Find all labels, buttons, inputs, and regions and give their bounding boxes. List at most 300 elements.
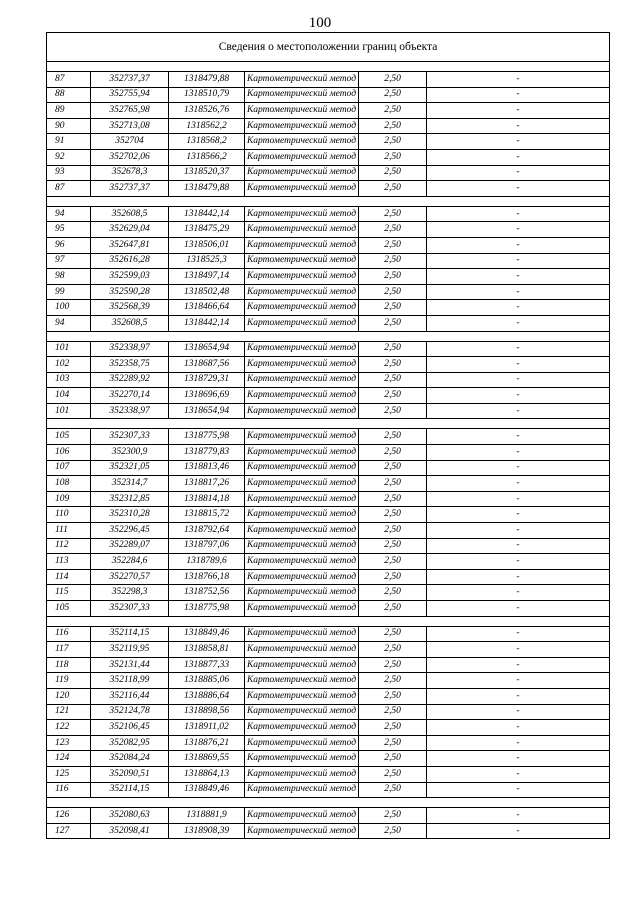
y-coordinate-cell: 1318792,64 xyxy=(169,523,245,539)
y-coordinate-cell: 1318817,26 xyxy=(169,476,245,492)
method-cell: Картометрический метод xyxy=(245,300,359,316)
description-cell: - xyxy=(427,704,610,720)
accuracy-cell: 2,50 xyxy=(359,808,427,824)
description-cell: - xyxy=(427,523,610,539)
x-coordinate-cell: 352358,75 xyxy=(91,357,169,373)
x-coordinate-cell: 352289,92 xyxy=(91,372,169,388)
point-number-cell: 122 xyxy=(47,720,91,736)
accuracy-cell: 2,50 xyxy=(359,720,427,736)
x-coordinate-cell: 352314,7 xyxy=(91,476,169,492)
description-cell: - xyxy=(427,165,610,181)
method-cell: Картометрический метод xyxy=(245,429,359,445)
point-number-cell: 102 xyxy=(47,357,91,373)
accuracy-cell: 2,50 xyxy=(359,601,427,617)
description-cell: - xyxy=(427,445,610,461)
description-cell: - xyxy=(427,585,610,601)
table-title: Сведения о местоположении границ объекта xyxy=(47,33,610,62)
table-row xyxy=(47,429,610,445)
point-number-cell: 101 xyxy=(47,403,91,419)
x-coordinate-cell: 352704 xyxy=(91,134,169,150)
table-row xyxy=(47,300,610,316)
method-cell: Картометрический метод xyxy=(245,388,359,404)
table-row xyxy=(47,585,610,601)
method-cell: Картометрический метод xyxy=(245,782,359,798)
y-coordinate-cell: 1318775,98 xyxy=(169,601,245,617)
group-separator xyxy=(47,331,610,341)
x-coordinate-cell: 352118,99 xyxy=(91,673,169,689)
group-separator xyxy=(47,62,610,72)
y-coordinate-cell: 1318687,56 xyxy=(169,357,245,373)
y-coordinate-cell: 1318849,46 xyxy=(169,626,245,642)
table-row xyxy=(47,445,610,461)
y-coordinate-cell: 1318566,2 xyxy=(169,149,245,165)
point-number-cell: 87 xyxy=(47,72,91,88)
accuracy-cell: 2,50 xyxy=(359,341,427,357)
description-cell: - xyxy=(427,237,610,253)
method-cell: Картометрический метод xyxy=(245,601,359,617)
point-number-cell: 98 xyxy=(47,269,91,285)
method-cell: Картометрический метод xyxy=(245,751,359,767)
accuracy-cell: 2,50 xyxy=(359,688,427,704)
method-cell: Картометрический метод xyxy=(245,253,359,269)
x-coordinate-cell: 352131,44 xyxy=(91,657,169,673)
x-coordinate-cell: 352270,14 xyxy=(91,388,169,404)
y-coordinate-cell: 1318497,14 xyxy=(169,269,245,285)
point-number-cell: 104 xyxy=(47,388,91,404)
point-number-cell: 117 xyxy=(47,642,91,658)
accuracy-cell: 2,50 xyxy=(359,72,427,88)
table-row xyxy=(47,87,610,103)
point-number-cell: 106 xyxy=(47,445,91,461)
description-cell: - xyxy=(427,149,610,165)
method-cell: Картометрический метод xyxy=(245,735,359,751)
separator-cell xyxy=(47,62,610,72)
y-coordinate-cell: 1318813,46 xyxy=(169,460,245,476)
description-cell: - xyxy=(427,538,610,554)
point-number-cell: 87 xyxy=(47,181,91,197)
y-coordinate-cell: 1318849,46 xyxy=(169,782,245,798)
y-coordinate-cell: 1318911,02 xyxy=(169,720,245,736)
point-number-cell: 90 xyxy=(47,118,91,134)
x-coordinate-cell: 352338,97 xyxy=(91,341,169,357)
point-number-cell: 93 xyxy=(47,165,91,181)
x-coordinate-cell: 352678,3 xyxy=(91,165,169,181)
description-cell: - xyxy=(427,103,610,119)
y-coordinate-cell: 1318696,69 xyxy=(169,388,245,404)
point-number-cell: 91 xyxy=(47,134,91,150)
accuracy-cell: 2,50 xyxy=(359,357,427,373)
accuracy-cell: 2,50 xyxy=(359,315,427,331)
y-coordinate-cell: 1318442,14 xyxy=(169,206,245,222)
table-row xyxy=(47,491,610,507)
description-cell: - xyxy=(427,673,610,689)
table-row xyxy=(47,315,610,331)
point-number-cell: 118 xyxy=(47,657,91,673)
table-row xyxy=(47,253,610,269)
accuracy-cell: 2,50 xyxy=(359,657,427,673)
x-coordinate-cell: 352755,94 xyxy=(91,87,169,103)
y-coordinate-cell: 1318654,94 xyxy=(169,403,245,419)
table-row xyxy=(47,181,610,197)
method-cell: Картометрический метод xyxy=(245,720,359,736)
method-cell: Картометрический метод xyxy=(245,341,359,357)
x-coordinate-cell: 352307,33 xyxy=(91,429,169,445)
description-cell: - xyxy=(427,315,610,331)
description-cell: - xyxy=(427,507,610,523)
accuracy-cell: 2,50 xyxy=(359,403,427,419)
accuracy-cell: 2,50 xyxy=(359,538,427,554)
table-row xyxy=(47,766,610,782)
point-number-cell: 125 xyxy=(47,766,91,782)
method-cell: Картометрический метод xyxy=(245,585,359,601)
table-row xyxy=(47,341,610,357)
description-cell: - xyxy=(427,460,610,476)
accuracy-cell: 2,50 xyxy=(359,165,427,181)
y-coordinate-cell: 1318479,88 xyxy=(169,181,245,197)
x-coordinate-cell: 352647,81 xyxy=(91,237,169,253)
point-number-cell: 105 xyxy=(47,429,91,445)
point-number-cell: 116 xyxy=(47,626,91,642)
accuracy-cell: 2,50 xyxy=(359,206,427,222)
x-coordinate-cell: 352296,45 xyxy=(91,523,169,539)
point-number-cell: 119 xyxy=(47,673,91,689)
point-number-cell: 92 xyxy=(47,149,91,165)
table-row xyxy=(47,751,610,767)
point-number-cell: 108 xyxy=(47,476,91,492)
y-coordinate-cell: 1318466,64 xyxy=(169,300,245,316)
y-coordinate-cell: 1318779,83 xyxy=(169,445,245,461)
table-row xyxy=(47,357,610,373)
y-coordinate-cell: 1318729,31 xyxy=(169,372,245,388)
table-row xyxy=(47,704,610,720)
x-coordinate-cell: 352590,28 xyxy=(91,284,169,300)
method-cell: Картометрический метод xyxy=(245,538,359,554)
method-cell: Картометрический метод xyxy=(245,704,359,720)
description-cell: - xyxy=(427,388,610,404)
x-coordinate-cell: 352289,07 xyxy=(91,538,169,554)
accuracy-cell: 2,50 xyxy=(359,523,427,539)
description-cell: - xyxy=(427,476,610,492)
description-cell: - xyxy=(427,554,610,570)
description-cell: - xyxy=(427,569,610,585)
point-number-cell: 105 xyxy=(47,601,91,617)
accuracy-cell: 2,50 xyxy=(359,149,427,165)
y-coordinate-cell: 1318502,48 xyxy=(169,284,245,300)
description-cell: - xyxy=(427,300,610,316)
accuracy-cell: 2,50 xyxy=(359,704,427,720)
point-number-cell: 89 xyxy=(47,103,91,119)
table-row xyxy=(47,403,610,419)
accuracy-cell: 2,50 xyxy=(359,118,427,134)
y-coordinate-cell: 1318520,37 xyxy=(169,165,245,181)
x-coordinate-cell: 352084,24 xyxy=(91,751,169,767)
accuracy-cell: 2,50 xyxy=(359,766,427,782)
description-cell: - xyxy=(427,403,610,419)
method-cell: Картометрический метод xyxy=(245,445,359,461)
point-number-cell: 112 xyxy=(47,538,91,554)
point-number-cell: 115 xyxy=(47,585,91,601)
method-cell: Картометрический метод xyxy=(245,491,359,507)
description-cell: - xyxy=(427,626,610,642)
y-coordinate-cell: 1318562,2 xyxy=(169,118,245,134)
x-coordinate-cell: 352082,95 xyxy=(91,735,169,751)
method-cell: Картометрический метод xyxy=(245,134,359,150)
method-cell: Картометрический метод xyxy=(245,808,359,824)
x-coordinate-cell: 352608,5 xyxy=(91,315,169,331)
y-coordinate-cell: 1318908,39 xyxy=(169,823,245,839)
method-cell: Картометрический метод xyxy=(245,673,359,689)
accuracy-cell: 2,50 xyxy=(359,388,427,404)
table-row xyxy=(47,206,610,222)
y-coordinate-cell: 1318815,72 xyxy=(169,507,245,523)
table-row xyxy=(47,601,610,617)
y-coordinate-cell: 1318789,6 xyxy=(169,554,245,570)
table-row xyxy=(47,476,610,492)
x-coordinate-cell: 352300,9 xyxy=(91,445,169,461)
description-cell: - xyxy=(427,357,610,373)
x-coordinate-cell: 352114,15 xyxy=(91,782,169,798)
x-coordinate-cell: 352119,95 xyxy=(91,642,169,658)
x-coordinate-cell: 352080,63 xyxy=(91,808,169,824)
point-number-cell: 94 xyxy=(47,206,91,222)
point-number-cell: 107 xyxy=(47,460,91,476)
page-number: 100 xyxy=(308,15,332,31)
description-cell: - xyxy=(427,253,610,269)
description-cell: - xyxy=(427,688,610,704)
description-cell: - xyxy=(427,735,610,751)
accuracy-cell: 2,50 xyxy=(359,554,427,570)
table-row xyxy=(47,460,610,476)
x-coordinate-cell: 352270,57 xyxy=(91,569,169,585)
point-number-cell: 97 xyxy=(47,253,91,269)
point-number-cell: 123 xyxy=(47,735,91,751)
table-row xyxy=(47,673,610,689)
table-row xyxy=(47,554,610,570)
point-number-cell: 121 xyxy=(47,704,91,720)
x-coordinate-cell: 352114,15 xyxy=(91,626,169,642)
accuracy-cell: 2,50 xyxy=(359,237,427,253)
point-number-cell: 120 xyxy=(47,688,91,704)
boundary-table xyxy=(46,32,610,839)
x-coordinate-cell: 352713,08 xyxy=(91,118,169,134)
accuracy-cell: 2,50 xyxy=(359,476,427,492)
table-row xyxy=(47,538,610,554)
point-number-cell: 100 xyxy=(47,300,91,316)
accuracy-cell: 2,50 xyxy=(359,735,427,751)
method-cell: Картометрический метод xyxy=(245,103,359,119)
accuracy-cell: 2,50 xyxy=(359,751,427,767)
accuracy-cell: 2,50 xyxy=(359,134,427,150)
point-number-cell: 99 xyxy=(47,284,91,300)
description-cell: - xyxy=(427,823,610,839)
y-coordinate-cell: 1318858,81 xyxy=(169,642,245,658)
x-coordinate-cell: 352608,5 xyxy=(91,206,169,222)
separator-cell xyxy=(47,798,610,808)
table-row xyxy=(47,735,610,751)
table-row xyxy=(47,72,610,88)
x-coordinate-cell: 352737,37 xyxy=(91,72,169,88)
description-cell: - xyxy=(427,341,610,357)
table-row xyxy=(47,388,610,404)
description-cell: - xyxy=(427,269,610,285)
y-coordinate-cell: 1318876,21 xyxy=(169,735,245,751)
accuracy-cell: 2,50 xyxy=(359,626,427,642)
y-coordinate-cell: 1318506,01 xyxy=(169,237,245,253)
accuracy-cell: 2,50 xyxy=(359,429,427,445)
method-cell: Картометрический метод xyxy=(245,523,359,539)
accuracy-cell: 2,50 xyxy=(359,372,427,388)
group-separator xyxy=(47,616,610,626)
x-coordinate-cell: 352737,37 xyxy=(91,181,169,197)
accuracy-cell: 2,50 xyxy=(359,87,427,103)
point-number-cell: 94 xyxy=(47,315,91,331)
accuracy-cell: 2,50 xyxy=(359,300,427,316)
table-row xyxy=(47,626,610,642)
table-row xyxy=(47,149,610,165)
method-cell: Картометрический метод xyxy=(245,222,359,238)
point-number-cell: 116 xyxy=(47,782,91,798)
description-cell: - xyxy=(427,808,610,824)
method-cell: Картометрический метод xyxy=(245,72,359,88)
method-cell: Картометрический метод xyxy=(245,642,359,658)
table-row xyxy=(47,165,610,181)
table-title-row xyxy=(47,33,610,62)
y-coordinate-cell: 1318568,2 xyxy=(169,134,245,150)
point-number-cell: 88 xyxy=(47,87,91,103)
accuracy-cell: 2,50 xyxy=(359,823,427,839)
x-coordinate-cell: 352124,78 xyxy=(91,704,169,720)
y-coordinate-cell: 1318881,9 xyxy=(169,808,245,824)
table-row xyxy=(47,222,610,238)
y-coordinate-cell: 1318526,76 xyxy=(169,103,245,119)
y-coordinate-cell: 1318885,06 xyxy=(169,673,245,689)
y-coordinate-cell: 1318877,33 xyxy=(169,657,245,673)
x-coordinate-cell: 352116,44 xyxy=(91,688,169,704)
y-coordinate-cell: 1318475,29 xyxy=(169,222,245,238)
y-coordinate-cell: 1318766,18 xyxy=(169,569,245,585)
y-coordinate-cell: 1318898,56 xyxy=(169,704,245,720)
table-row xyxy=(47,134,610,150)
y-coordinate-cell: 1318886,64 xyxy=(169,688,245,704)
y-coordinate-cell: 1318479,88 xyxy=(169,72,245,88)
point-number-cell: 101 xyxy=(47,341,91,357)
description-cell: - xyxy=(427,222,610,238)
accuracy-cell: 2,50 xyxy=(359,445,427,461)
method-cell: Картометрический метод xyxy=(245,372,359,388)
y-coordinate-cell: 1318510,79 xyxy=(169,87,245,103)
x-coordinate-cell: 352616,28 xyxy=(91,253,169,269)
method-cell: Картометрический метод xyxy=(245,165,359,181)
method-cell: Картометрический метод xyxy=(245,554,359,570)
point-number-cell: 109 xyxy=(47,491,91,507)
accuracy-cell: 2,50 xyxy=(359,181,427,197)
table-row xyxy=(47,657,610,673)
method-cell: Картометрический метод xyxy=(245,237,359,253)
accuracy-cell: 2,50 xyxy=(359,222,427,238)
point-number-cell: 114 xyxy=(47,569,91,585)
description-cell: - xyxy=(427,642,610,658)
description-cell: - xyxy=(427,206,610,222)
method-cell: Картометрический метод xyxy=(245,118,359,134)
method-cell: Картометрический метод xyxy=(245,460,359,476)
accuracy-cell: 2,50 xyxy=(359,569,427,585)
accuracy-cell: 2,50 xyxy=(359,673,427,689)
table-row xyxy=(47,808,610,824)
table-row xyxy=(47,720,610,736)
method-cell: Картометрический метод xyxy=(245,87,359,103)
y-coordinate-cell: 1318797,06 xyxy=(169,538,245,554)
method-cell: Картометрический метод xyxy=(245,823,359,839)
description-cell: - xyxy=(427,766,610,782)
table-row xyxy=(47,507,610,523)
group-separator xyxy=(47,196,610,206)
description-cell: - xyxy=(427,72,610,88)
table-row xyxy=(47,688,610,704)
method-cell: Картометрический метод xyxy=(245,315,359,331)
separator-cell xyxy=(47,616,610,626)
y-coordinate-cell: 1318864,13 xyxy=(169,766,245,782)
description-cell: - xyxy=(427,181,610,197)
separator-cell xyxy=(47,196,610,206)
x-coordinate-cell: 352338,97 xyxy=(91,403,169,419)
table-row xyxy=(47,269,610,285)
method-cell: Картометрический метод xyxy=(245,626,359,642)
accuracy-cell: 2,50 xyxy=(359,460,427,476)
accuracy-cell: 2,50 xyxy=(359,507,427,523)
description-cell: - xyxy=(427,657,610,673)
table-row xyxy=(47,372,610,388)
method-cell: Картометрический метод xyxy=(245,284,359,300)
x-coordinate-cell: 352765,98 xyxy=(91,103,169,119)
method-cell: Картометрический метод xyxy=(245,657,359,673)
accuracy-cell: 2,50 xyxy=(359,103,427,119)
y-coordinate-cell: 1318814,18 xyxy=(169,491,245,507)
method-cell: Картометрический метод xyxy=(245,269,359,285)
y-coordinate-cell: 1318442,14 xyxy=(169,315,245,331)
accuracy-cell: 2,50 xyxy=(359,491,427,507)
method-cell: Картометрический метод xyxy=(245,476,359,492)
table-row xyxy=(47,118,610,134)
point-number-cell: 95 xyxy=(47,222,91,238)
accuracy-cell: 2,50 xyxy=(359,642,427,658)
table-row xyxy=(47,284,610,300)
separator-cell xyxy=(47,419,610,429)
point-number-cell: 110 xyxy=(47,507,91,523)
point-number-cell: 111 xyxy=(47,523,91,539)
x-coordinate-cell: 352599,03 xyxy=(91,269,169,285)
table-row xyxy=(47,103,610,119)
point-number-cell: 96 xyxy=(47,237,91,253)
description-cell: - xyxy=(427,118,610,134)
description-cell: - xyxy=(427,751,610,767)
separator-cell xyxy=(47,331,610,341)
description-cell: - xyxy=(427,372,610,388)
accuracy-cell: 2,50 xyxy=(359,782,427,798)
point-number-cell: 127 xyxy=(47,823,91,839)
x-coordinate-cell: 352568,39 xyxy=(91,300,169,316)
x-coordinate-cell: 352106,45 xyxy=(91,720,169,736)
x-coordinate-cell: 352310,28 xyxy=(91,507,169,523)
y-coordinate-cell: 1318525,3 xyxy=(169,253,245,269)
description-cell: - xyxy=(427,601,610,617)
description-cell: - xyxy=(427,720,610,736)
point-number-cell: 126 xyxy=(47,808,91,824)
group-separator xyxy=(47,419,610,429)
accuracy-cell: 2,50 xyxy=(359,269,427,285)
method-cell: Картометрический метод xyxy=(245,357,359,373)
y-coordinate-cell: 1318654,94 xyxy=(169,341,245,357)
description-cell: - xyxy=(427,429,610,445)
